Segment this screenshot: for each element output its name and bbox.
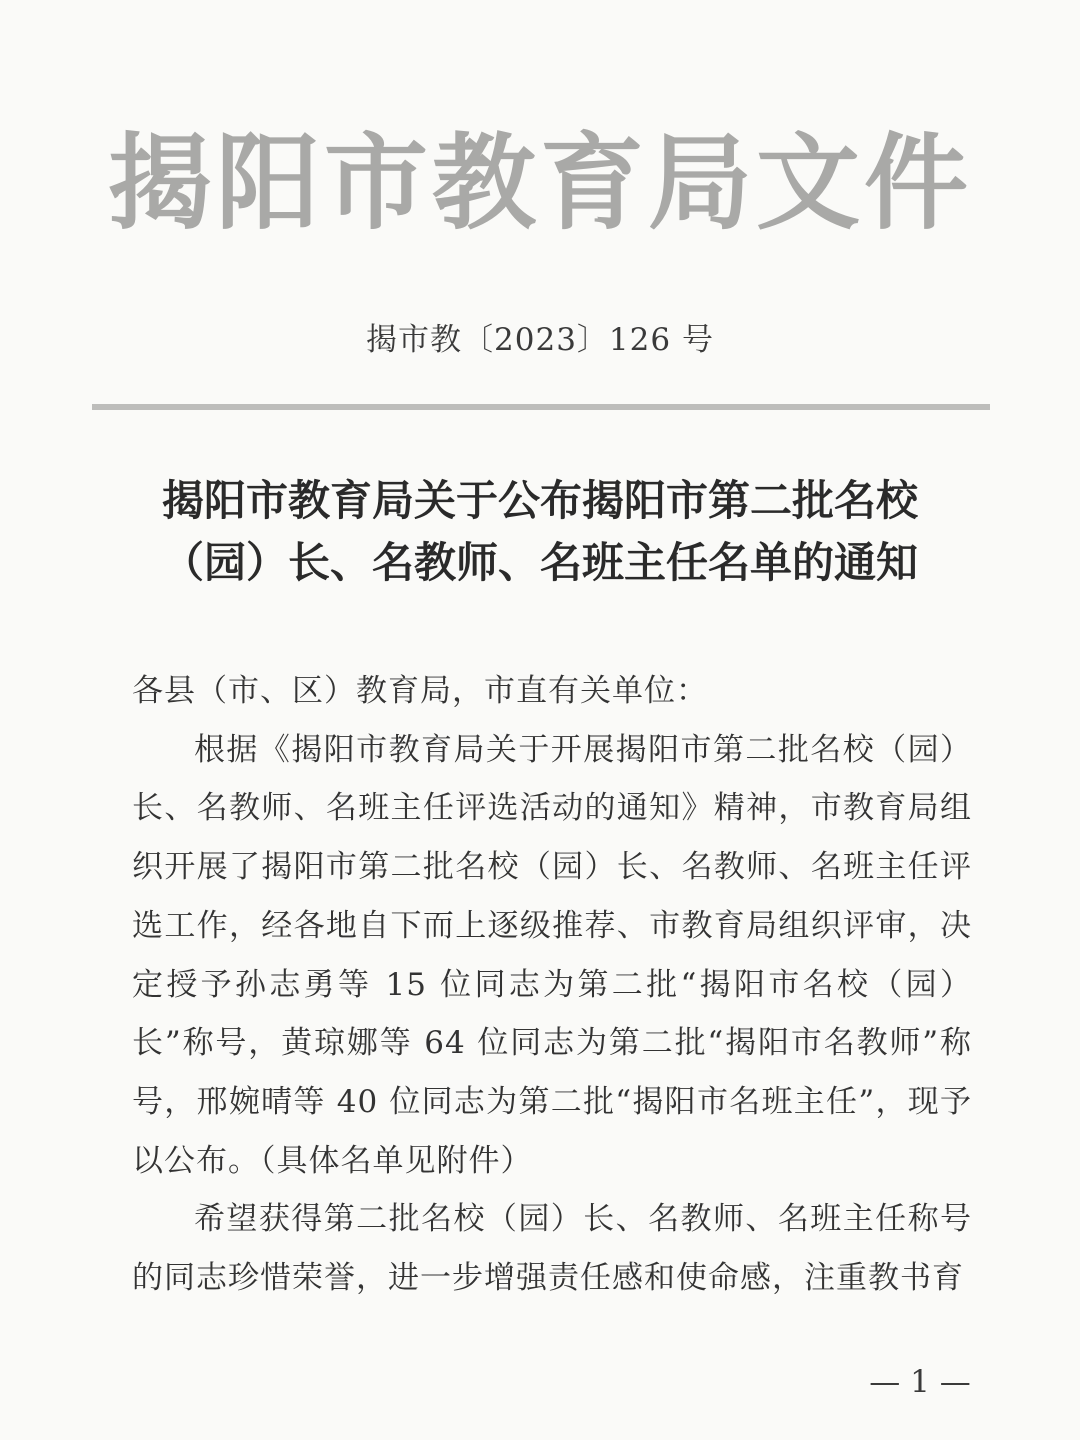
document-number: 揭市教〔2023〕126 号: [366, 322, 714, 358]
body-paragraph-1: 根据《揭阳市教育局关于开展揭阳市第二批名校（园）长、名教师、名班主任评选活动的通知》精神，市教育局组织开展了揭阳市第二批名校（园）长、名教师、名班主任评选工作，经各地自下而上逐级推荐、市教育局组织评审，决定授予孙志勇等 15 位同志为第二批“揭阳市名校（园）长”称号，黄琼娜等 64 位同志为第二批“揭阳市名教师”称号，邢婉晴等 40 位同志为第二批“揭阳市名班主任”，现予以公布。（具体名单见附件）: [132, 731, 972, 1179]
document-title: [100, 470, 980, 594]
document-header: 揭阳市教育局文件: [107, 122, 972, 244]
body-paragraph-2: 希望获得第二批名校（园）长、名教师、名班主任称号的同志珍惜荣誉，进一步增强责任感和使命感，注重教书育: [132, 1201, 972, 1297]
page-number: — 1 —: [869, 1364, 971, 1400]
document-body: [132, 662, 972, 1308]
title-line-1: 揭阳市教育局关于公布揭阳市第二批名校: [161, 476, 918, 525]
title-line-2: （园）长、名教师、名班主任名单的通知: [161, 538, 918, 587]
header-divider: [92, 404, 990, 410]
salutation: 各县（市、区）教育局，市直有关单位：: [132, 673, 708, 709]
